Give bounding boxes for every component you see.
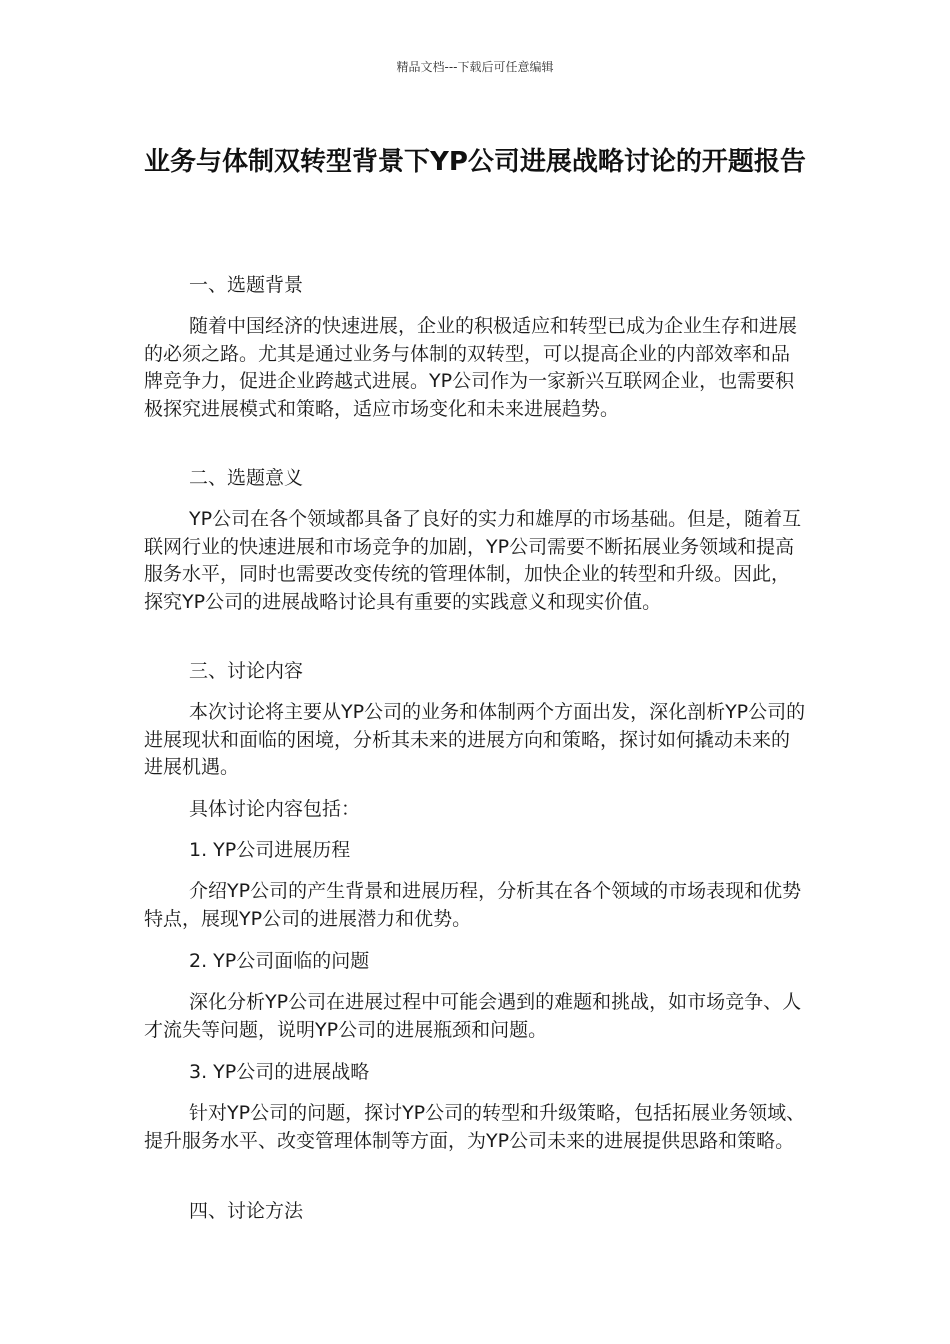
section-heading-methods: 四、讨论方法 — [189, 1200, 304, 1222]
section-heading-significance: 二、选题意义 — [189, 467, 304, 489]
item-text-strategy: 针对YP公司的问题，探讨YP公司的转型和升级策略，包括拓展业务领域、提升服务水平、改变管理体制等方面，为YP公司未来的进展提供思路和策略。 — [144, 1102, 806, 1152]
item-heading-problems: 2. YP公司面临的问题 — [189, 950, 370, 972]
section-heading-content: 三、讨论内容 — [189, 660, 304, 682]
item-heading-history: 1. YP公司进展历程 — [189, 839, 351, 861]
item-text-problems: 深化分析YP公司在进展过程中可能会遇到的难题和挑战，如市场竞争、人才流失等问题，说明YP公司的进展瓶颈和问题。 — [144, 991, 802, 1041]
item-heading-strategy: 3. YP公司的进展战略 — [189, 1061, 370, 1083]
content-intro: 具体讨论内容包括： — [189, 798, 361, 820]
section-heading-background: 一、选题背景 — [189, 274, 304, 296]
document-title: 业务与体制双转型背景下YP公司进展战略讨论的开题报告 — [144, 147, 806, 177]
item-text-history: 介绍YP公司的产生背景和进展历程，分析其在各个领域的市场表现和优势特点，展现YP公司的进展潜力和优势。 — [144, 880, 802, 930]
header-note: 精品文档---下载后可任意编辑 — [396, 60, 554, 74]
paragraph-significance: YP公司在各个领域都具备了良好的实力和雄厚的市场基础。但是，随着互联网行业的快速进展和市场竞争的加剧，YP公司需要不断拓展业务领域和提高服务水平，同时也需要改变传统的管理体制，加快企业的转型和升级。因此，探究YP公司的进展战略讨论具有重要的实践意义和现实价值。 — [144, 508, 802, 613]
paragraph-background: 随着中国经济的快速进展，企业的积极适应和转型已成为企业生存和进展的必须之路。尤其是通过业务与体制的双转型，可以提高企业的内部效率和品牌竞争力，促进企业跨越式进展。YP公司作为一家新兴互联网企业，也需要积极探究进展模式和策略，适应市场变化和未来进展趋势。 — [144, 315, 798, 420]
paragraph-content: 本次讨论将主要从YP公司的业务和体制两个方面出发，深化剖析YP公司的进展现状和面临的困境，分析其未来的进展方向和策略，探讨如何撬动未来的进展机遇。 — [144, 701, 806, 778]
